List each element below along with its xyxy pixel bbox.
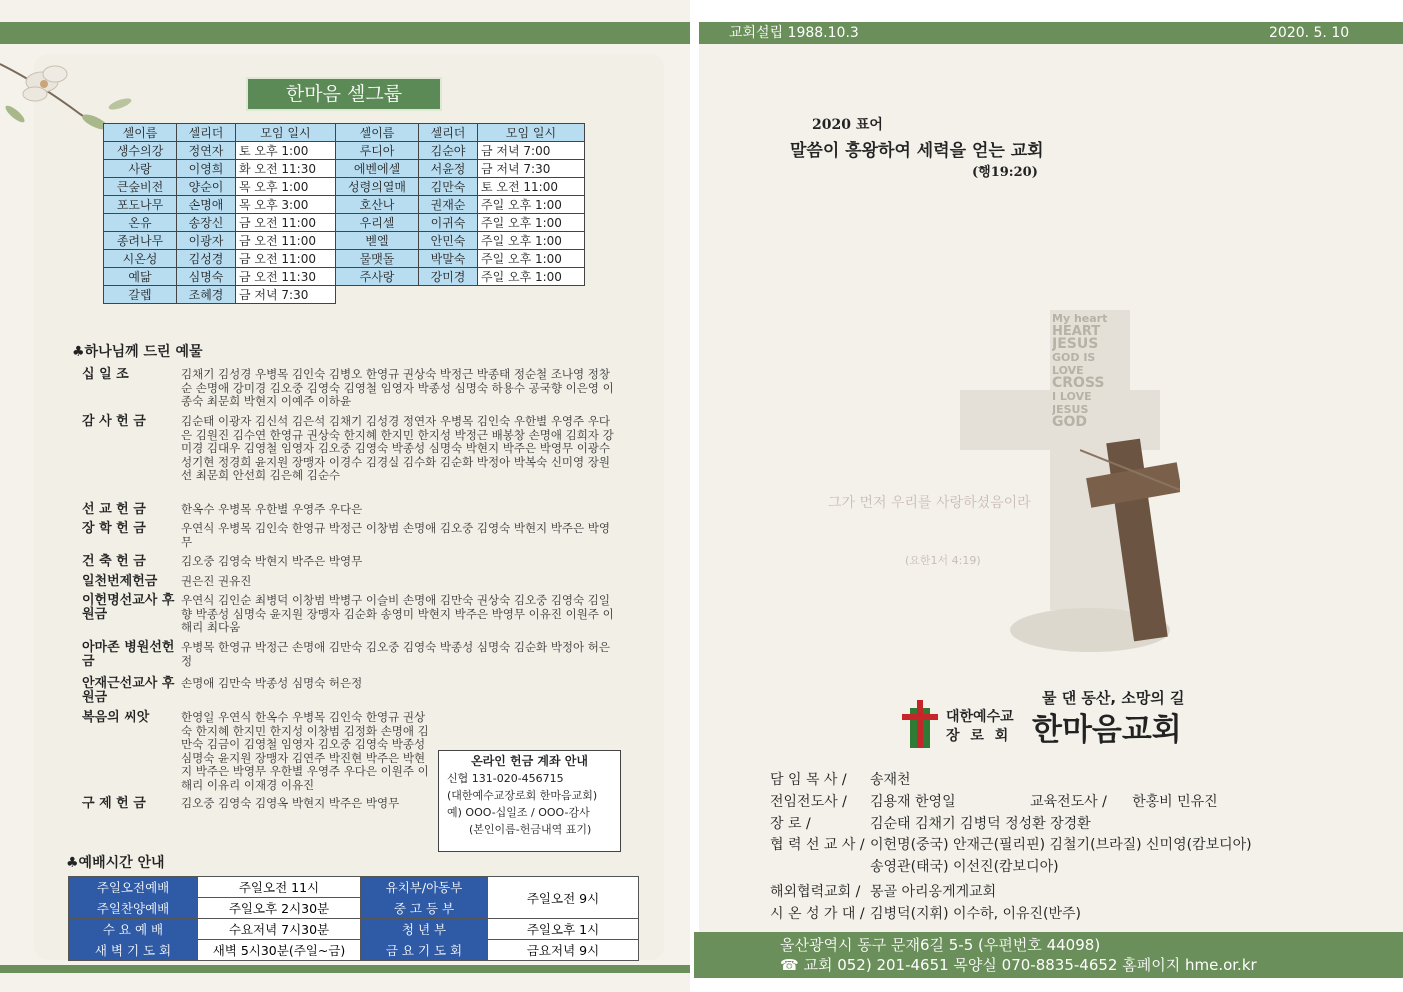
- meeting-time: 주일 오후 1:00: [478, 268, 585, 286]
- cell-leader: 김만숙: [419, 178, 478, 196]
- online-giving-line: (대한예수교장로회 한마음교회): [447, 789, 598, 802]
- offering-names: 우연식 우병목 김인숙 한영규 박정근 이창범 손명애 김오중 김영숙 박현지 박주은 박영무: [181, 521, 611, 549]
- offering-row: [82, 415, 622, 501]
- offering-names: 우병목 한영규 박정근 손명애 김만숙 김오중 김영숙 박종성 심명숙 김순화 박정아 허은정: [181, 640, 611, 668]
- church-contact: ☎ 교회 052) 201-4651 목양실 070-8835-4652 홈페이지 hme.or.kr: [780, 956, 1257, 974]
- cell-leader: 안민숙: [419, 232, 478, 250]
- cell-leader: 양순이: [177, 178, 236, 196]
- meeting-time: 주일 오후 1:00: [478, 232, 585, 250]
- service-name: 수 요 예 배: [69, 919, 198, 940]
- cell-name: 루디아: [336, 142, 419, 160]
- cell-leader: 박말숙: [419, 250, 478, 268]
- left-footer-bar: [0, 965, 690, 973]
- online-giving-line: (본인이름-헌금내역 표기): [469, 823, 592, 836]
- table-row: [104, 286, 585, 304]
- service-time: 주일오전 11시: [198, 877, 361, 898]
- offering-label: 아마존 병원선헌금: [82, 640, 175, 669]
- meeting-time: 금 저녁 7:30: [236, 286, 336, 304]
- church-name: 한마음교회: [1032, 712, 1182, 748]
- verse-calligraphy: 그가 먼저 우리를 사랑하셨음이라: [828, 495, 1031, 511]
- cell-name: 에벤에셀: [336, 160, 419, 178]
- service-time: 수요저녁 7시30분: [198, 919, 361, 940]
- offering-row: [82, 575, 622, 591]
- cell-name: 물맷돌: [336, 250, 419, 268]
- service-time: 주일오후 2시30분: [198, 898, 361, 919]
- denomination-line1: 대한예수교: [946, 709, 1014, 725]
- cell-leader: 송장신: [177, 214, 236, 232]
- offering-label: 선 교 헌 금: [82, 502, 146, 517]
- cell-leader: 손명애: [177, 196, 236, 214]
- service-time: 금요저녁 9시: [488, 940, 639, 961]
- cell-name: 예닮: [104, 268, 177, 286]
- motto-year-label: 2020 표어: [812, 117, 883, 133]
- table-row: [104, 178, 585, 196]
- offerings-heading: ♣하나님께 드린 예물: [72, 344, 203, 360]
- motto-reference: (행19:20): [972, 165, 1038, 180]
- offering-names: 손명애 김만숙 박종성 심명숙 허은정: [181, 676, 363, 690]
- staff-row: [770, 813, 1091, 833]
- footer-bar: [694, 932, 1403, 978]
- left-header-bar: [0, 22, 690, 44]
- table-row: [69, 940, 639, 961]
- offering-row: [82, 641, 622, 671]
- staff-row: [770, 791, 1218, 811]
- offering-label: 감 사 헌 금: [82, 414, 146, 429]
- church-slogan: 물 댄 동산, 소망의 길: [1042, 689, 1185, 707]
- wooden-cross-icon: [1080, 430, 1180, 660]
- offering-label: 구 제 헌 금: [82, 796, 146, 811]
- church-cross-logo-icon: [900, 700, 940, 750]
- cell-leader: 강미경: [419, 268, 478, 286]
- staff-value: 이헌명(중국) 안재근(필리핀) 김철기(브라질) 신미영(캄보디아): [870, 837, 1252, 853]
- offering-label: 일천번제헌금: [82, 574, 158, 589]
- meeting-time: 금 오전 11:00: [236, 250, 336, 268]
- offering-names: 김오중 김영숙 박현지 박주은 박영무: [181, 554, 363, 568]
- cell-name: 주사랑: [336, 268, 419, 286]
- service-name: 유치부/아동부: [361, 877, 488, 898]
- church-address: 울산광역시 동구 문재6길 5-5 (우편번호 44098): [780, 936, 1101, 954]
- worship-times-table: [68, 876, 639, 961]
- right-header-bar: [699, 22, 1403, 44]
- staff-value: 김순태 김채기 김병덕 정성환 장경환: [870, 816, 1091, 832]
- cell-name: 온유: [104, 214, 177, 232]
- denomination-line2: 장 로 회: [946, 728, 1012, 744]
- staff-row: [770, 856, 1059, 876]
- staff-row: [770, 881, 996, 901]
- cell-name: 생수의강: [104, 142, 177, 160]
- meeting-time: 금 저녁 7:30: [478, 160, 585, 178]
- cell-leader: 이귀숙: [419, 214, 478, 232]
- online-giving-line: 신협 131-020-456715: [447, 772, 564, 785]
- meeting-time: 주일 오후 1:00: [478, 214, 585, 232]
- cell-leader: 정연자: [177, 142, 236, 160]
- empty-cell: [419, 286, 478, 304]
- staff-label: 협 력 선 교 사 /: [770, 837, 865, 853]
- staff-row: [770, 769, 911, 789]
- offering-names: 권은진 권유진: [181, 574, 252, 588]
- staff-label: 교육전도사 /: [1030, 794, 1107, 810]
- meeting-time: 금 저녁 7:00: [478, 142, 585, 160]
- online-giving-box: [438, 750, 621, 852]
- cell-name: 시온성: [104, 250, 177, 268]
- cell-name: 큰숲비전: [104, 178, 177, 196]
- cell-leader: 김순야: [419, 142, 478, 160]
- offering-names: 김순태 이광자 김신석 김은석 김채기 김성경 정연자 우병목 김인숙 우한별 우영주 우다은 김원진 김수연 한영규 권상숙 한지혜 한지민 한지성 박정근 배봉창 손명애 김희자 강미경 김대우 김영철 임영자 김오중 김영숙 박종성 심명숙 박현지 박주은 박영무 이광수 성기현 정경희 윤지원 장맹자 이경수 김경실 김수화 김순화 박정아 박복숙 신미영 장원선 최문희 안선희 김은혜 김순수: [181, 414, 614, 482]
- cell-group-title: 한마음 셀그룹: [246, 77, 442, 111]
- meeting-time: 화 오전 11:30: [236, 160, 336, 178]
- table-row: [104, 250, 585, 268]
- cell-name: 갈렙: [104, 286, 177, 304]
- cell-name: 종려나무: [104, 232, 177, 250]
- word-cloud-item: GOD: [1052, 414, 1088, 430]
- offering-label: 복음의 씨앗: [82, 710, 150, 725]
- table-header-row: [104, 124, 585, 142]
- word-cloud-item: HEART: [1052, 324, 1101, 339]
- table-row: [104, 214, 585, 232]
- cell-name: 성령의열매: [336, 178, 419, 196]
- table-row: [104, 160, 585, 178]
- service-name: 금 요 기 도 회: [361, 940, 488, 961]
- offering-row: [82, 368, 622, 410]
- cell-name: 우리셀: [336, 214, 419, 232]
- staff-label: 전임전도사 /: [770, 794, 847, 810]
- motto-text: 말씀이 흥왕하여 세력을 얻는 교회: [790, 141, 1044, 161]
- offering-names: 우연식 김인순 최병덕 이창범 박병구 이슬비 손명애 김만숙 권상숙 김오중 김영숙 김일향 박종성 심명숙 윤지원 장맹자 김순화 송영미 박현지 박주은 박영무 이유진 이원주 이해리 최다움: [181, 593, 614, 634]
- cell-leader: 이영희: [177, 160, 236, 178]
- staff-row: [770, 834, 1252, 854]
- service-time: 주일오전 9시: [488, 877, 639, 919]
- offering-names: 김오중 김영숙 김영옥 박현지 박주은 박영무: [181, 796, 400, 810]
- meeting-time: 목 오후 1:00: [236, 178, 336, 196]
- word-cloud-item: I LOVE JESUS: [1052, 390, 1092, 416]
- column-header: 셀이름: [104, 124, 177, 142]
- staff-label: 장 로 /: [770, 816, 811, 832]
- cell-leader: 서윤정: [419, 160, 478, 178]
- staff-value: 송재천: [870, 772, 911, 788]
- staff-label: 시 온 성 가 대 /: [770, 906, 865, 922]
- column-header: 모임 일시: [236, 124, 336, 142]
- column-header: 셀리더: [419, 124, 478, 142]
- offering-names: 한옥수 우병목 우한별 우영주 우다은: [181, 502, 363, 516]
- offering-label: 안재근선교사 후원금: [82, 676, 175, 705]
- verse-reference: (요한1서 4:19): [905, 554, 981, 567]
- meeting-time: 주일 오후 1:00: [478, 196, 585, 214]
- offering-row: [82, 522, 622, 550]
- worship-times-heading: ♣예배시간 안내: [66, 855, 165, 871]
- cell-name: 벧엘: [336, 232, 419, 250]
- table-row: [69, 877, 639, 898]
- meeting-time: 금 오전 11:00: [236, 232, 336, 250]
- table-row: [104, 142, 585, 160]
- cell-name: 사랑: [104, 160, 177, 178]
- service-time: 새벽 5시30분(주일~금): [198, 940, 361, 961]
- meeting-time: 목 오후 3:00: [236, 196, 336, 214]
- online-giving-line: 예) OOO-십일조 / OOO-감사: [447, 806, 590, 819]
- staff-value: 몽골 아리옹게게교회: [870, 884, 997, 900]
- cell-leader: 조혜경: [177, 286, 236, 304]
- column-header: 셀리더: [177, 124, 236, 142]
- word-cloud-item: CROSS: [1052, 375, 1105, 391]
- cell-name: 호산나: [336, 196, 419, 214]
- meeting-time: 주일 오후 1:00: [478, 250, 585, 268]
- offering-row: [82, 677, 622, 707]
- service-name: 주일찬양예배: [69, 898, 198, 919]
- meeting-time: 금 오전 11:00: [236, 214, 336, 232]
- empty-cell: [336, 286, 419, 304]
- staff-value: 송영관(태국) 이선진(캄보디아): [870, 859, 1059, 875]
- word-cloud-item: My heart: [1052, 312, 1108, 325]
- table-row: [69, 919, 639, 940]
- staff-label: 담 임 목 사 /: [770, 772, 847, 788]
- cell-leader: 김성경: [177, 250, 236, 268]
- service-name: 새 벽 기 도 회: [69, 940, 198, 961]
- offering-label: 건 축 헌 금: [82, 554, 146, 569]
- meeting-time: 금 오전 11:30: [236, 268, 336, 286]
- word-cloud-item: JESUS: [1052, 336, 1099, 352]
- offering-row: [82, 594, 622, 636]
- offering-label: 장 학 헌 금: [82, 521, 146, 536]
- cell-leader: 심명숙: [177, 268, 236, 286]
- word-cloud-item: GOD IS LOVE: [1052, 351, 1096, 377]
- offering-names: 김채기 김성경 우병목 김인숙 김병오 한영규 권상숙 박정근 박종태 정순철 조나영 정창순 손명애 강미경 김오중 김영숙 김영철 임영자 박종성 심명숙 하용수 공국향 이은영 이종숙 최문희 박현지 이예주 이하윤: [181, 367, 614, 408]
- staff-label: 해외협력교회 /: [770, 884, 861, 900]
- meeting-time: 토 오후 1:00: [236, 142, 336, 160]
- online-giving-title: 온라인 헌금 계좌 안내: [471, 754, 588, 768]
- offering-label: 이헌명선교사 후원금: [82, 593, 175, 622]
- table-row: [104, 196, 585, 214]
- column-header: 셀이름: [336, 124, 419, 142]
- founded-date: 교회설립 1988.10.3: [729, 25, 859, 41]
- column-header: 모임 일시: [478, 124, 585, 142]
- staff-row: [770, 903, 1081, 923]
- table-row: [104, 268, 585, 286]
- table-row: [104, 232, 585, 250]
- staff-value: 김용재 한영일: [870, 794, 956, 810]
- empty-cell: [478, 286, 585, 304]
- cell-leader: 이광자: [177, 232, 236, 250]
- service-time: 주일오후 1시: [488, 919, 639, 940]
- offering-names: 한영일 우연식 한옥수 우병목 김인숙 한영규 권상숙 한지혜 한지민 한지성 이창범 김정화 손명애 김만숙 김금이 김영철 임영자 김오중 김영숙 박종성 심명숙 윤지원 장맹자 김연주 박진현 박주은 박현지 박주은 박영무 우한별 우영주 우다은 이원주 이해리 이유리 이재경 이유진: [181, 710, 429, 792]
- cell-group-table: [103, 123, 585, 304]
- service-name: 청 년 부: [361, 919, 488, 940]
- service-name: 주일오전예배: [69, 877, 198, 898]
- offering-row: [82, 503, 622, 519]
- meeting-time: 토 오전 11:00: [478, 178, 585, 196]
- cell-leader: 권재순: [419, 196, 478, 214]
- cover-cross-image: [940, 300, 1180, 670]
- staff-value: 김병덕(지휘) 이수하, 이유진(반주): [870, 906, 1082, 922]
- service-name: 중 고 등 부: [361, 898, 488, 919]
- cell-name: 포도나무: [104, 196, 177, 214]
- bulletin-date: 2020. 5. 10: [1269, 25, 1350, 41]
- offering-row: [82, 555, 622, 571]
- staff-value: 한홍비 민유진: [1132, 794, 1218, 810]
- offering-label: 십 일 조: [82, 367, 129, 382]
